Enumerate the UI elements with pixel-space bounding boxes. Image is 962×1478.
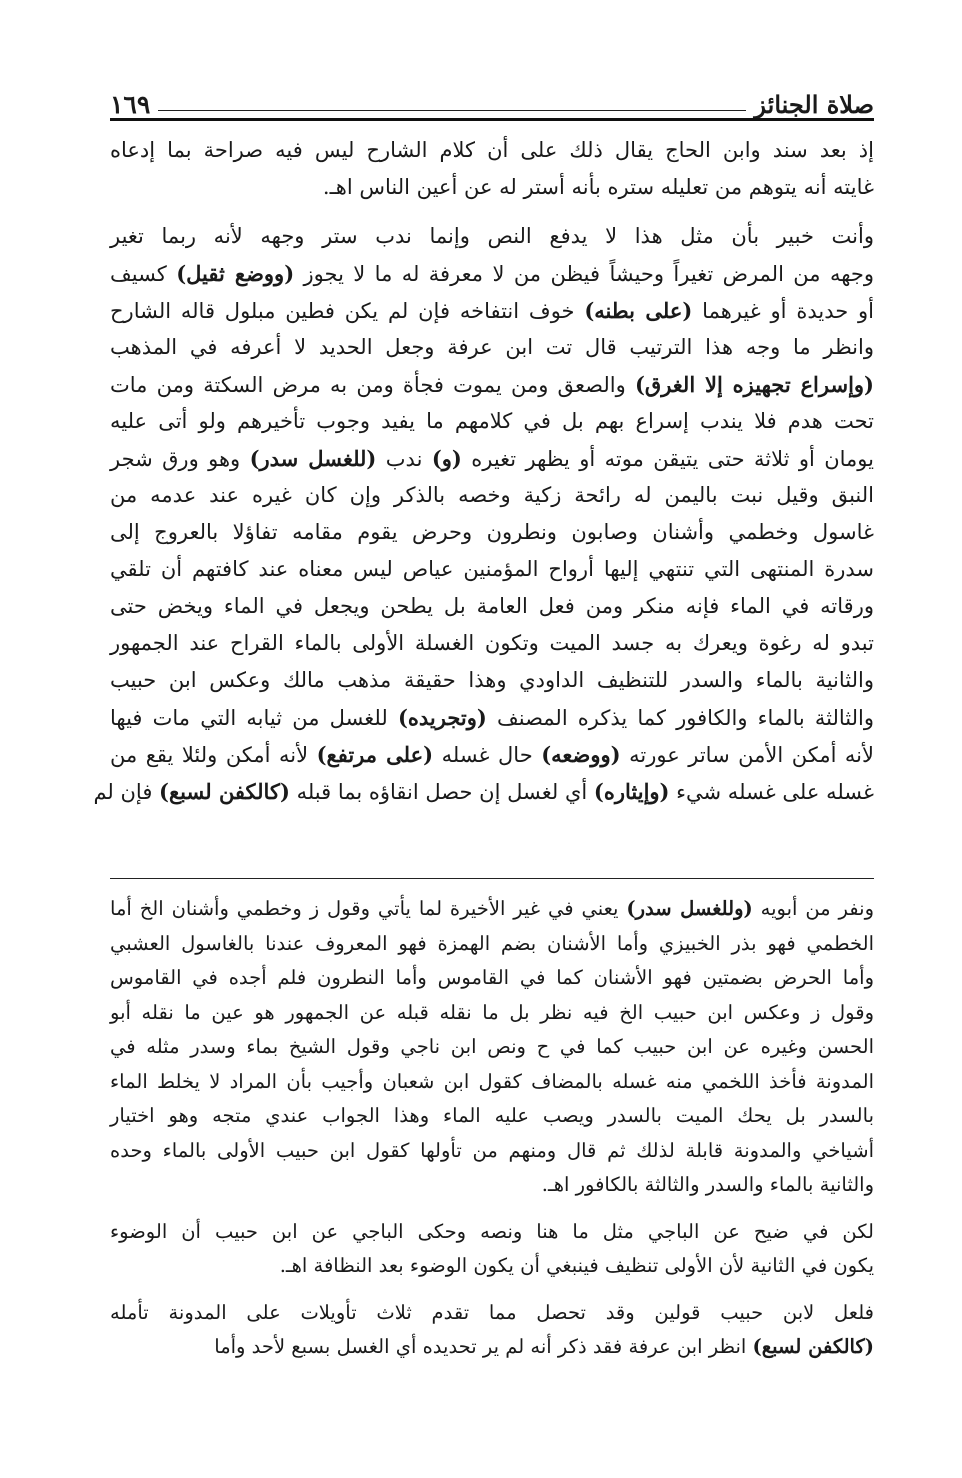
text-line [110, 625, 874, 662]
text-run: أو حديدة أو غيرهما [692, 299, 875, 323]
text-run: والصعق ومن يموت فجأة ومن به مرض السكتة ومن مات [110, 373, 635, 397]
text-line [110, 736, 874, 773]
text-run: وأنت خبير بأن مثل هذا لا يدفع النص وإنما ندب ستر وجهه لأنه ربما تغير [110, 224, 874, 248]
header-rule [158, 110, 746, 111]
running-header [110, 74, 874, 120]
text-run: ونفر من أبويه [752, 897, 874, 920]
text-line [110, 588, 874, 625]
text-run: لأنه أمكن الأمن ساتر عورته [620, 743, 874, 767]
paragraph-gap [110, 1284, 874, 1296]
text-run: للغسل من ثيابه التي مات فيها [110, 706, 398, 730]
text-line [110, 169, 874, 206]
matn-highlight: (وإسراع تجهيزه إلا الغرق) [634, 372, 874, 397]
text-line [110, 329, 874, 366]
matn-highlight: (كالكفن لسبع) [159, 779, 290, 804]
text-run: ندب [376, 447, 432, 471]
matn-highlight: (على بطنه) [584, 298, 693, 323]
text-run: وقول ز وعكس ابن حبيب الخ فيه نظر بل ما نقله قبله عن الجمهور هو عين ما نقله أبو [110, 1000, 874, 1024]
text-run: تبدو له رغوة ويعرك به جسد الميت وتكون الغسلة الأولى بالماء القراح عند الجمهور [110, 631, 874, 655]
text-line [110, 255, 874, 292]
text-line [110, 662, 874, 699]
text-run: لأنه أمكن ولئلا يقع من [110, 743, 317, 767]
text-run: وانظر ما وجه هذا الترتيب قال تت ابن عرفة وجعل الحديد لا أعرفه في المذهب [110, 335, 874, 359]
text-run: فلعل لابن حبيب قولين وقد تحصل مما تقدم ثلاث تأويلات على المدونة تأمله [110, 1300, 874, 1324]
text-run: كسيف [110, 262, 177, 286]
text-run: النبق وقيل نبت باليمن له رائحة زكية وخصه بالذكر وإن كان غيره عند عدمه من [110, 483, 874, 507]
text-line [110, 1296, 874, 1331]
text-line [110, 996, 874, 1031]
text-run: والثانية بالماء والسدر للتنظيف الداودي وهذا حقيقة مذهب مالك وعكس ابن حبيب [110, 668, 874, 692]
text-run: وجهه من المرض تغيراً وحيشاً فيظن من لا معرفة له ما لا يجوز [294, 262, 875, 286]
header-divider [110, 118, 874, 121]
paragraph [110, 1215, 874, 1284]
page-number: ١٦٩ [110, 90, 151, 119]
text-run: يكون في الثانية لأن الأولى تنظيف فينبغي أن يكون الوضوء بعد النظافة اهـ. [279, 1254, 874, 1277]
matn-highlight: (وللغسل سدر) [626, 897, 753, 920]
text-run: يعني في غير الأخيرة لما يأتي وقول ز وخطمي وأشنان الخ أما [110, 897, 627, 920]
text-run: بالسدر بل يحك الميت بالسدر ويصب عليه الماء وهذا الجواب عندي متجه وهو اختيار [110, 1104, 874, 1127]
text-run: حال غسله [433, 743, 542, 767]
text-line [110, 551, 874, 588]
text-run: انظر ابن عرفة فقد ذكر أنه لم ير تحديده أي الغسل بسبع لأحد وأما [214, 1335, 753, 1358]
matn-highlight: (كالكفن لسبع) [752, 1335, 874, 1358]
chapter-title: صلاة الجنائز [754, 90, 874, 119]
text-line [110, 961, 874, 996]
text-line [110, 1134, 874, 1169]
matn-highlight: (للغسل سدر) [249, 446, 377, 471]
text-run: غايته أنه يتوهم من تعليله ستره بأنه أستر له عن أعين الناس اهـ. [322, 175, 874, 199]
text-run: والثالثة بالماء والكافور كما يذكره المصنف [486, 706, 874, 730]
text-run: يومان أو ثلاثة حتى يتيقن موته أو يظهر تغيره [461, 447, 874, 471]
text-run: خوف انتفاخه فإن لم يكن فطين مبلول قاله الشارح [110, 299, 585, 323]
paragraph [110, 132, 874, 206]
text-run: غاسول وخطمي وأشنان وصابون ونطرون وحرض يقوم مقامه تفاؤلا بالعروج إلى [110, 520, 874, 544]
text-line [110, 1099, 874, 1134]
text-run: والثانية بالماء والسدر والثالثة بالكافور اهـ. [541, 1173, 874, 1196]
text-line [110, 1249, 874, 1284]
text-run: أشياخي والمدونة قابلة لذلك ثم قال ومنهم من تأولها كقول ابن حبيب الأولى بالماء وحده [110, 1138, 874, 1162]
paragraph-gap [110, 206, 874, 218]
text-line [110, 699, 874, 736]
matn-highlight: (على مرتفع) [316, 742, 434, 767]
commentary-notes [110, 892, 874, 1365]
text-run: فإن لم [93, 780, 160, 804]
footnote-separator [110, 878, 874, 879]
text-line [110, 1030, 874, 1065]
paragraph-gap [110, 1203, 874, 1215]
text-run: أي لغسل إن حصل انقاؤه بما قبله [289, 780, 594, 804]
matn-highlight: (وإيثاره) [593, 779, 670, 804]
text-run: وأما الحرض بضمتين فهو الأشنان كما في القاموس وأما النطرون فلم أجده في القاموس [110, 966, 874, 989]
main-text [93, 132, 875, 810]
text-run: تحت هدم فلا يندب إسراع بهم بل في كلامهم ما يفيد وجوب تأخيرهم ولو أتى عليه [110, 409, 874, 433]
text-line [110, 927, 874, 962]
text-run: إذ بعد سند وابن الحاج يقال ذلك على أن كلام الشارح ليس فيه صراحة بما إدعاه [110, 138, 874, 162]
text-line [110, 1215, 874, 1250]
text-line [110, 218, 874, 255]
text-line [110, 1168, 874, 1203]
text-run: ورقاته في الماء فإنه منكر ومن فعل العامة بل يطحن ويجعل في الماء ويخض حتى [110, 594, 874, 618]
text-line [110, 132, 874, 169]
matn-highlight: (و) [431, 446, 462, 471]
text-run: غسله على غسله شيء [669, 780, 874, 804]
text-run: الخطمي فهو بذر الخبيزي وأما الأشنان بضم الهمزة فهو المعروف عندنا بالغاسول العشبي [110, 931, 874, 955]
matn-highlight: (ووضعه) [541, 742, 621, 767]
text-run: وهو ورق شجر [110, 447, 250, 471]
text-line [110, 514, 874, 551]
matn-highlight: (ووضع ثقيل) [176, 261, 295, 286]
text-line [110, 1330, 874, 1365]
text-line [110, 1065, 874, 1100]
paragraph [110, 892, 874, 1203]
paragraph [93, 218, 875, 810]
paragraph [110, 1296, 874, 1365]
text-run: المدونة فأخذ اللخمي منه غسله بالمضاف كقول ابن شعبان وأجيب بأن المراد لا يخلط الماء [110, 1069, 874, 1093]
matn-highlight: (وتجريده) [397, 705, 487, 730]
text-line [110, 440, 874, 477]
text-line [110, 366, 874, 403]
text-line [110, 292, 874, 329]
text-line [110, 477, 874, 514]
text-line [110, 403, 874, 440]
text-line [110, 892, 874, 927]
text-run: الحسن وغيره عن ابن حبيب كما في ح ونص ابن ناجي وقول الشيخ بماء وسدر مثله في [110, 1035, 874, 1058]
text-line [93, 773, 874, 810]
text-run: لكن في ضيح عن الباجي مثل ما هنا ونصه وحكى الباجي عن ابن حبيب أن الوضوء [110, 1219, 874, 1243]
text-run: سدرة المنتهى التي تنتهي إليها أرواح المؤمنين عياص ليس معناه عند كافتهم أن تلقي [110, 557, 874, 581]
